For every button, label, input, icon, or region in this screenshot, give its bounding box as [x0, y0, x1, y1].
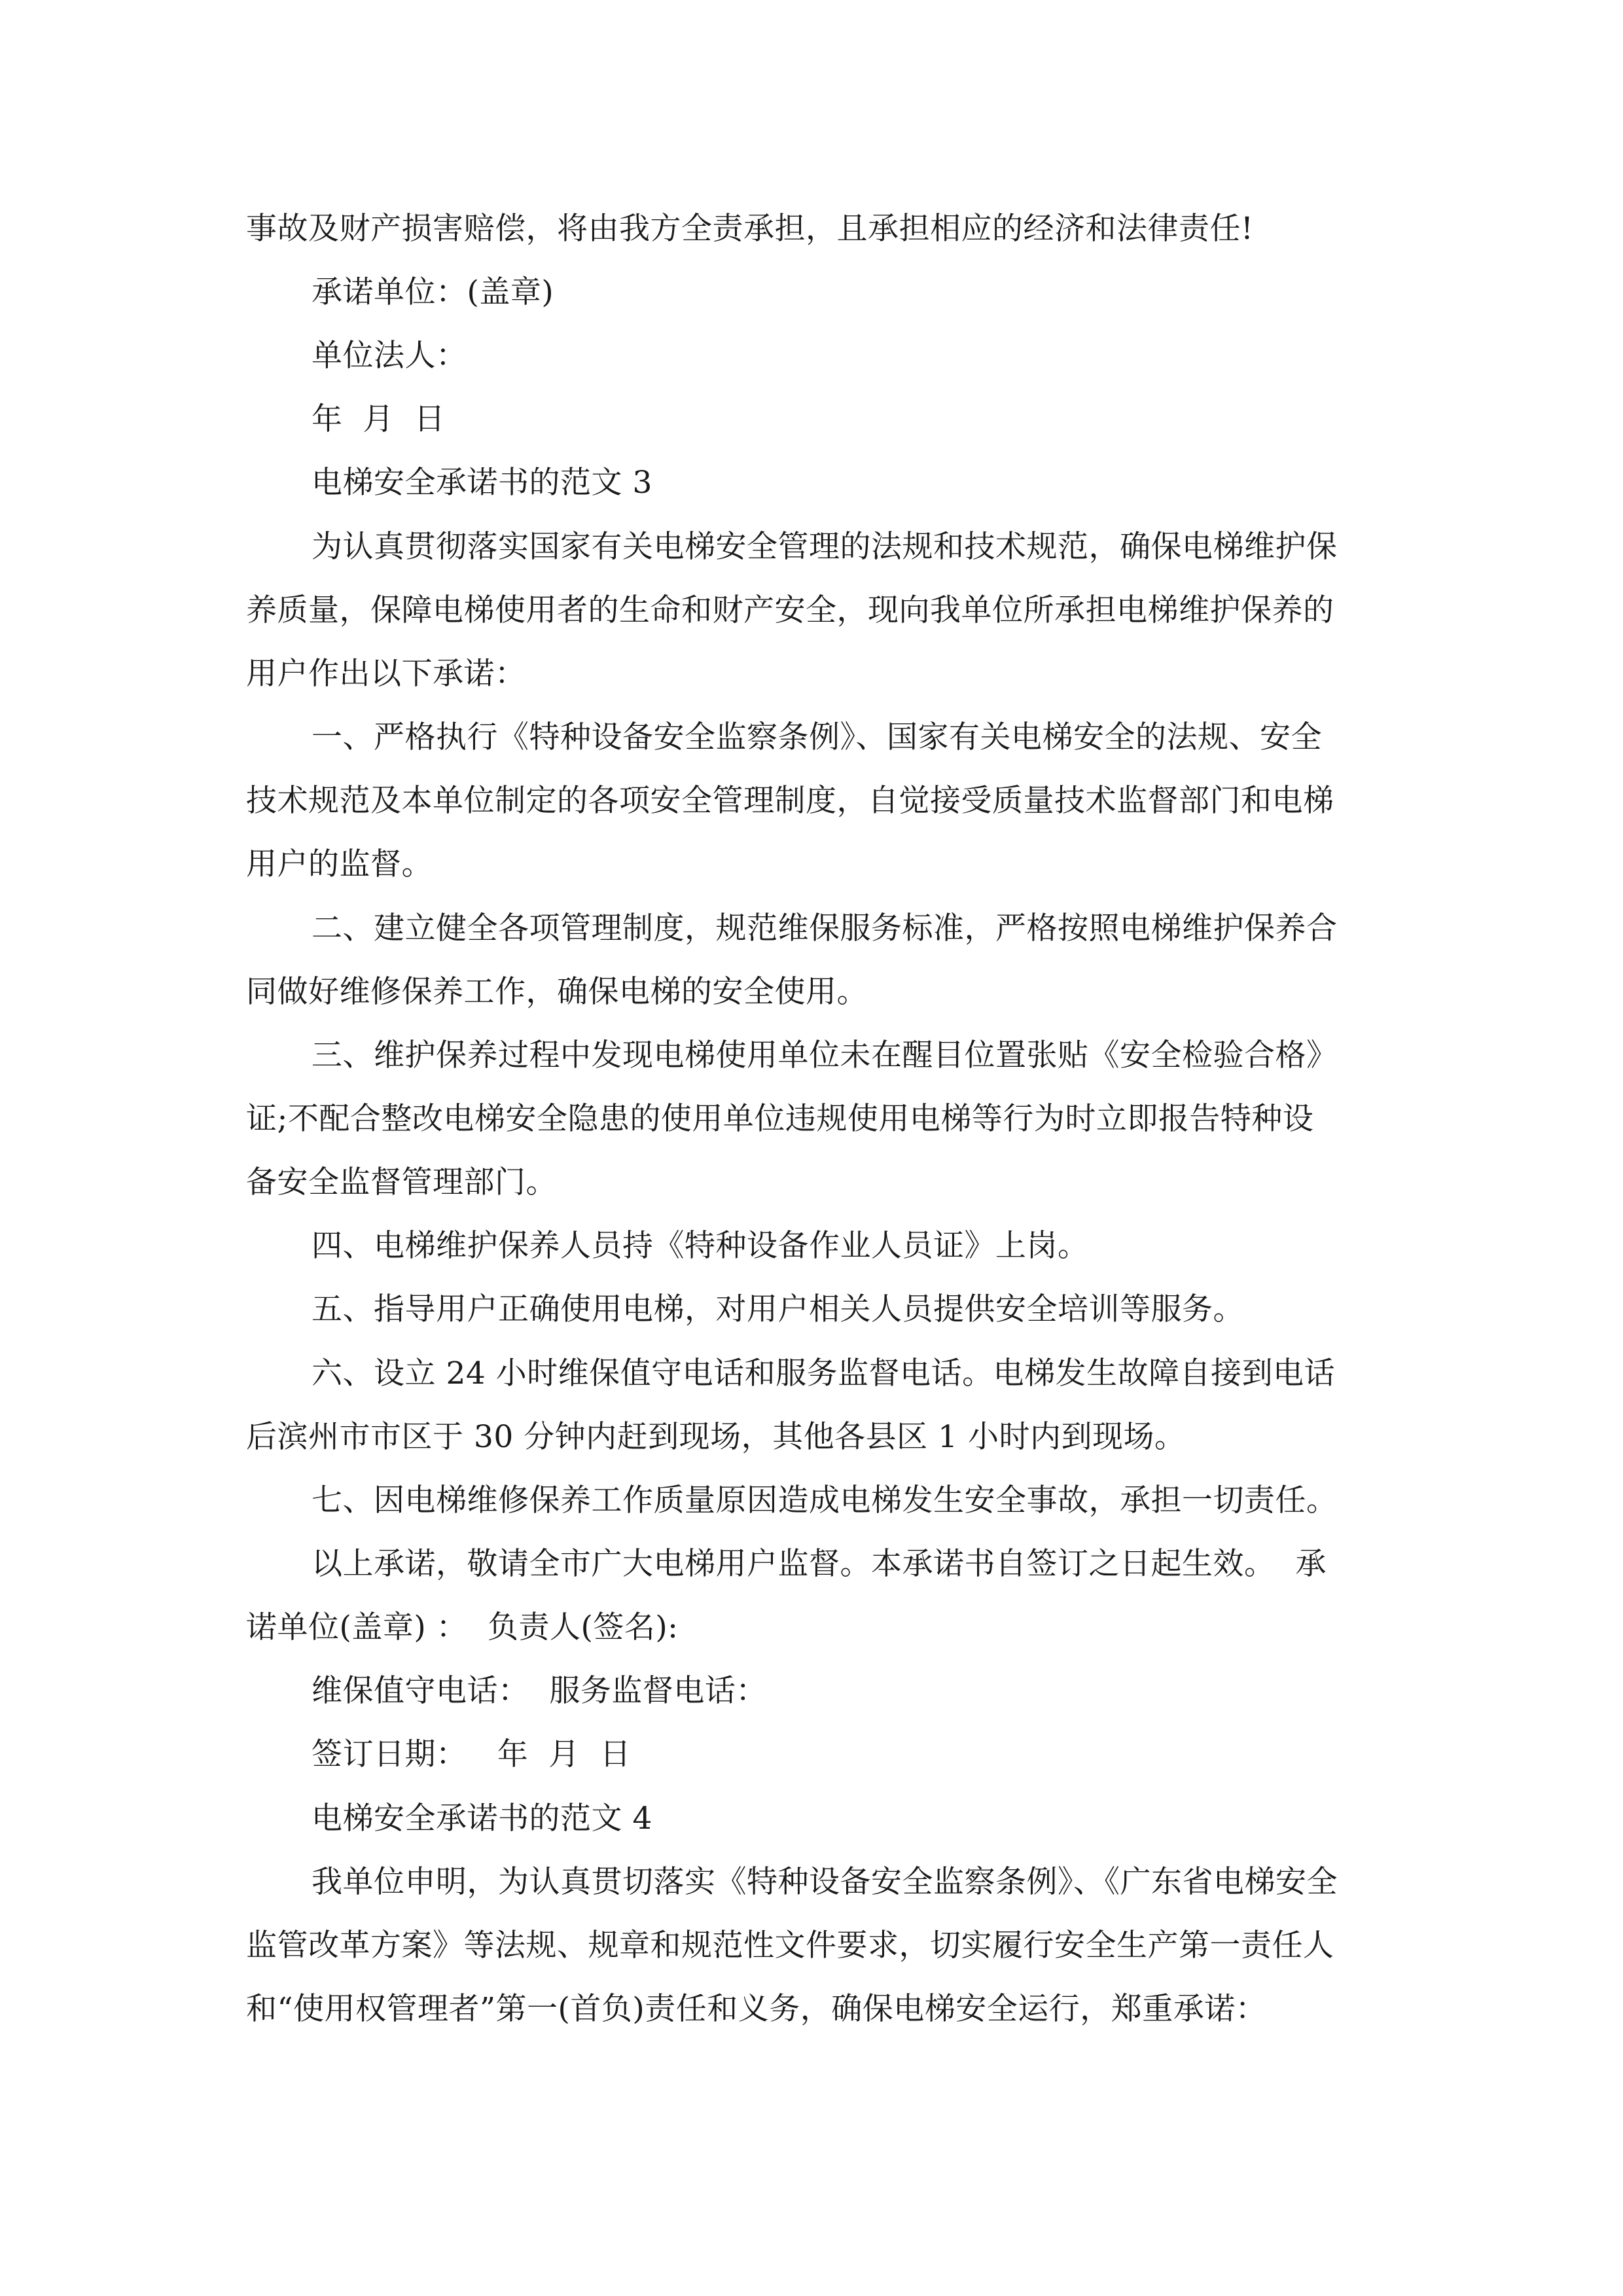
text-line: 签订日期： 年 月 日: [312, 1736, 632, 1772]
text-line: 为认真贯彻落实国家有关电梯安全管理的法规和技术规范，确保电梯维护保: [312, 529, 1338, 565]
text-line: 事故及财产损害赔偿，将由我方全责承担，且承担相应的经济和法律责任!: [246, 211, 1254, 247]
text-line: 单位法人：: [312, 338, 467, 374]
text-line: 六、设立 24 小时维保值守电话和服务监督电话。电梯发生故障自接到电话: [312, 1355, 1336, 1391]
text-line: 证;不配合整改电梯安全隐患的使用单位违规使用电梯等行为时立即报告特种设: [246, 1101, 1314, 1137]
text-line: 维保值守电话： 服务监督电话：: [312, 1673, 767, 1709]
text-line: 监管改革方案》等法规、规章和规范性文件要求，切实履行安全生产第一责任人: [246, 1928, 1334, 1964]
text-line: 七、因电梯维修保养工作质量原因造成电梯发生安全事故，承担一切责任。: [312, 1482, 1338, 1518]
text-line: 一、严格执行《特种设备安全监察条例》、国家有关电梯安全的法规、安全: [312, 719, 1322, 755]
text-line: 承诺单位：(盖章): [312, 274, 554, 310]
text-line: 用户作出以下承诺：: [246, 656, 526, 692]
text-line: 技术规范及本单位制定的各项安全管理制度，自觉接受质量技术监督部门和电梯: [246, 783, 1334, 819]
text-line: 二、建立健全各项管理制度，规范维保服务标准，严格按照电梯维护保养合: [312, 910, 1338, 946]
text-line: 我单位申明，为认真贯切落实《特种设备安全监察条例》、《广东省电梯安全: [312, 1864, 1338, 1900]
text-line: 和“使用权管理者”第一(首负)责任和义务，确保电梯安全运行，郑重承诺：: [246, 1991, 1267, 2027]
text-line: 用户的监督。: [246, 846, 433, 882]
text-line: 年 月 日: [312, 401, 446, 437]
text-line: 诺单位(盖章) ： 负责人(签名):: [246, 1609, 679, 1645]
text-line: 同做好维修保养工作，确保电梯的安全使用。: [246, 974, 868, 1010]
text-line: 以上承诺，敬请全市广大电梯用户监督。本承诺书自签订之日起生效。 承: [312, 1546, 1327, 1582]
text-line: 四、电梯维护保养人员持《特种设备作业人员证》上岗。: [312, 1228, 1089, 1264]
text-line: 三、维护保养过程中发现电梯使用单位未在醒目位置张贴《安全检验合格》: [312, 1037, 1338, 1073]
text-line: 养质量，保障电梯使用者的生命和财产安全，现向我单位所承担电梯维护保养的: [246, 592, 1334, 628]
text-line: 后滨州市市区于 30 分钟内赶到现场，其他各县区 1 小时内到现场。: [246, 1419, 1186, 1455]
text-line: 备安全监督管理部门。: [246, 1164, 557, 1200]
text-line: 五、指导用户正确使用电梯，对用户相关人员提供安全培训等服务。: [312, 1291, 1244, 1327]
section-heading: 电梯安全承诺书的范文 4: [312, 1801, 652, 1837]
section-heading: 电梯安全承诺书的范文 3: [312, 465, 652, 501]
